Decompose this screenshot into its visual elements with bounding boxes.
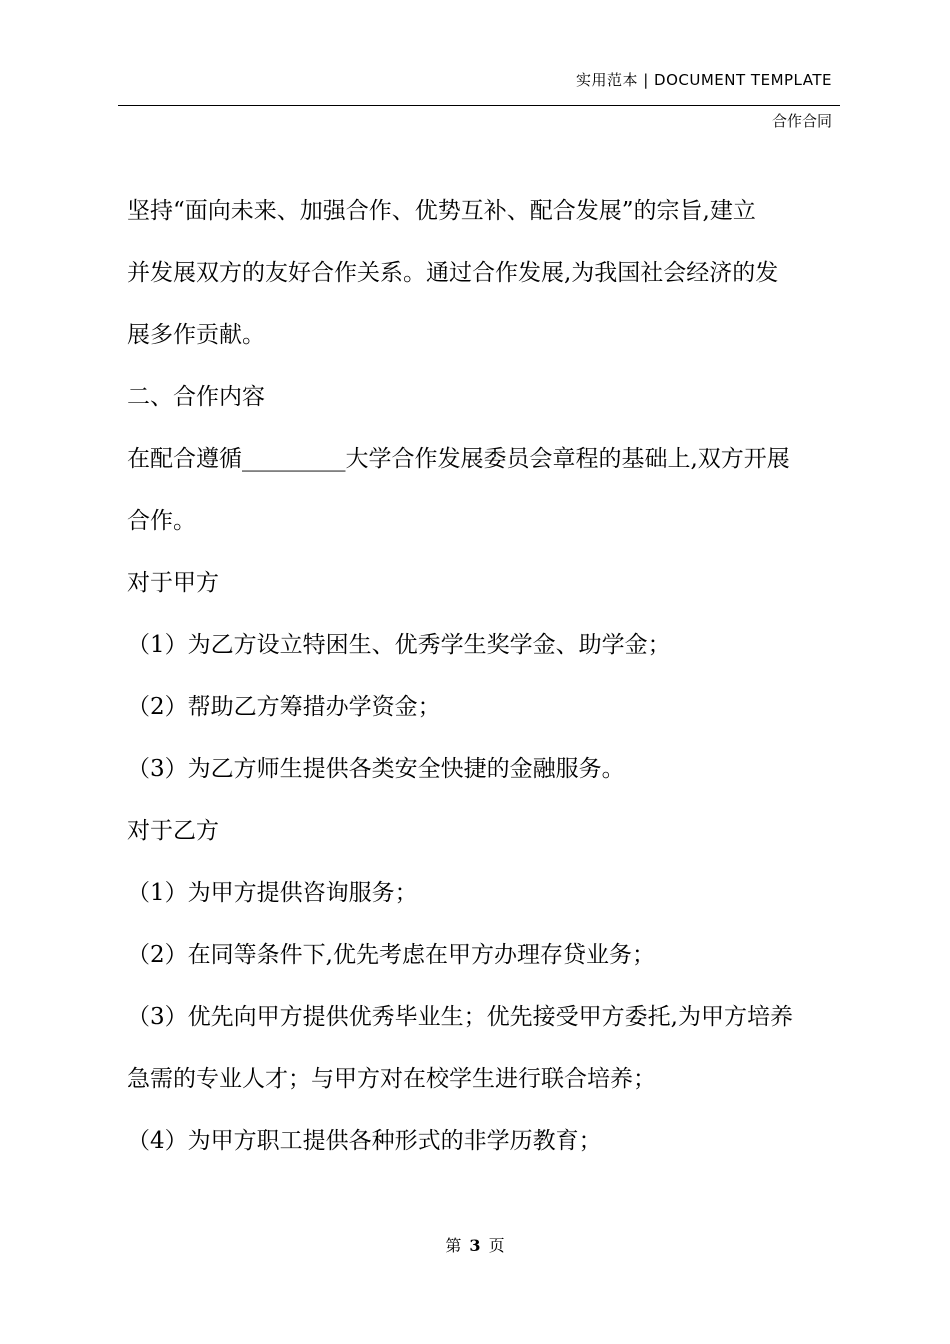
list-item: （3）为乙方师生提供各类安全快捷的金融服务。 xyxy=(127,756,625,782)
list-item: （3）优先向甲方提供优秀毕业生；优先接受甲方委托,为甲方培养 xyxy=(127,1004,793,1030)
subsection-heading-party-a: 对于甲方 xyxy=(127,570,219,596)
page-number: 3 xyxy=(469,1236,481,1255)
list-item-continuation: 急需的专业人才；与甲方对在校学生进行联合培养； xyxy=(127,1066,656,1092)
header-divider xyxy=(118,105,840,106)
page-suffix: 页 xyxy=(488,1236,505,1255)
body-line: 展多作贡献。 xyxy=(127,322,265,348)
header-document-type: 合作合同 xyxy=(771,112,832,130)
list-item: （1）为甲方提供咨询服务； xyxy=(127,880,418,906)
body-line: 并发展双方的友好合作关系。通过合作发展,为我国社会经济的发 xyxy=(127,260,779,286)
subsection-heading-party-b: 对于乙方 xyxy=(127,818,219,844)
list-item: （1）为乙方设立特困生、优秀学生奖学金、助学金； xyxy=(127,632,671,658)
document-body xyxy=(127,180,827,1172)
section-heading: 二、合作内容 xyxy=(127,384,265,410)
header-template-label: 实用范本 | DOCUMENT TEMPLATE xyxy=(575,71,832,89)
list-item: （2）在同等条件下,优先考虑在甲方办理存贷业务； xyxy=(127,942,655,968)
page-footer xyxy=(0,1233,950,1256)
page-prefix: 第 xyxy=(445,1236,462,1255)
body-line: 坚持“面向未来、加强合作、优势互补、配合发展”的宗旨,建立 xyxy=(127,198,756,224)
list-item: （2）帮助乙方筹措办学资金； xyxy=(127,694,441,720)
body-line: 合作。 xyxy=(127,508,196,534)
list-item: （4）为甲方职工提供各种形式的非学历教育； xyxy=(127,1128,602,1154)
body-line: 在配合遵循_________大学合作发展委员会章程的基础上,双方开展 xyxy=(127,446,790,472)
